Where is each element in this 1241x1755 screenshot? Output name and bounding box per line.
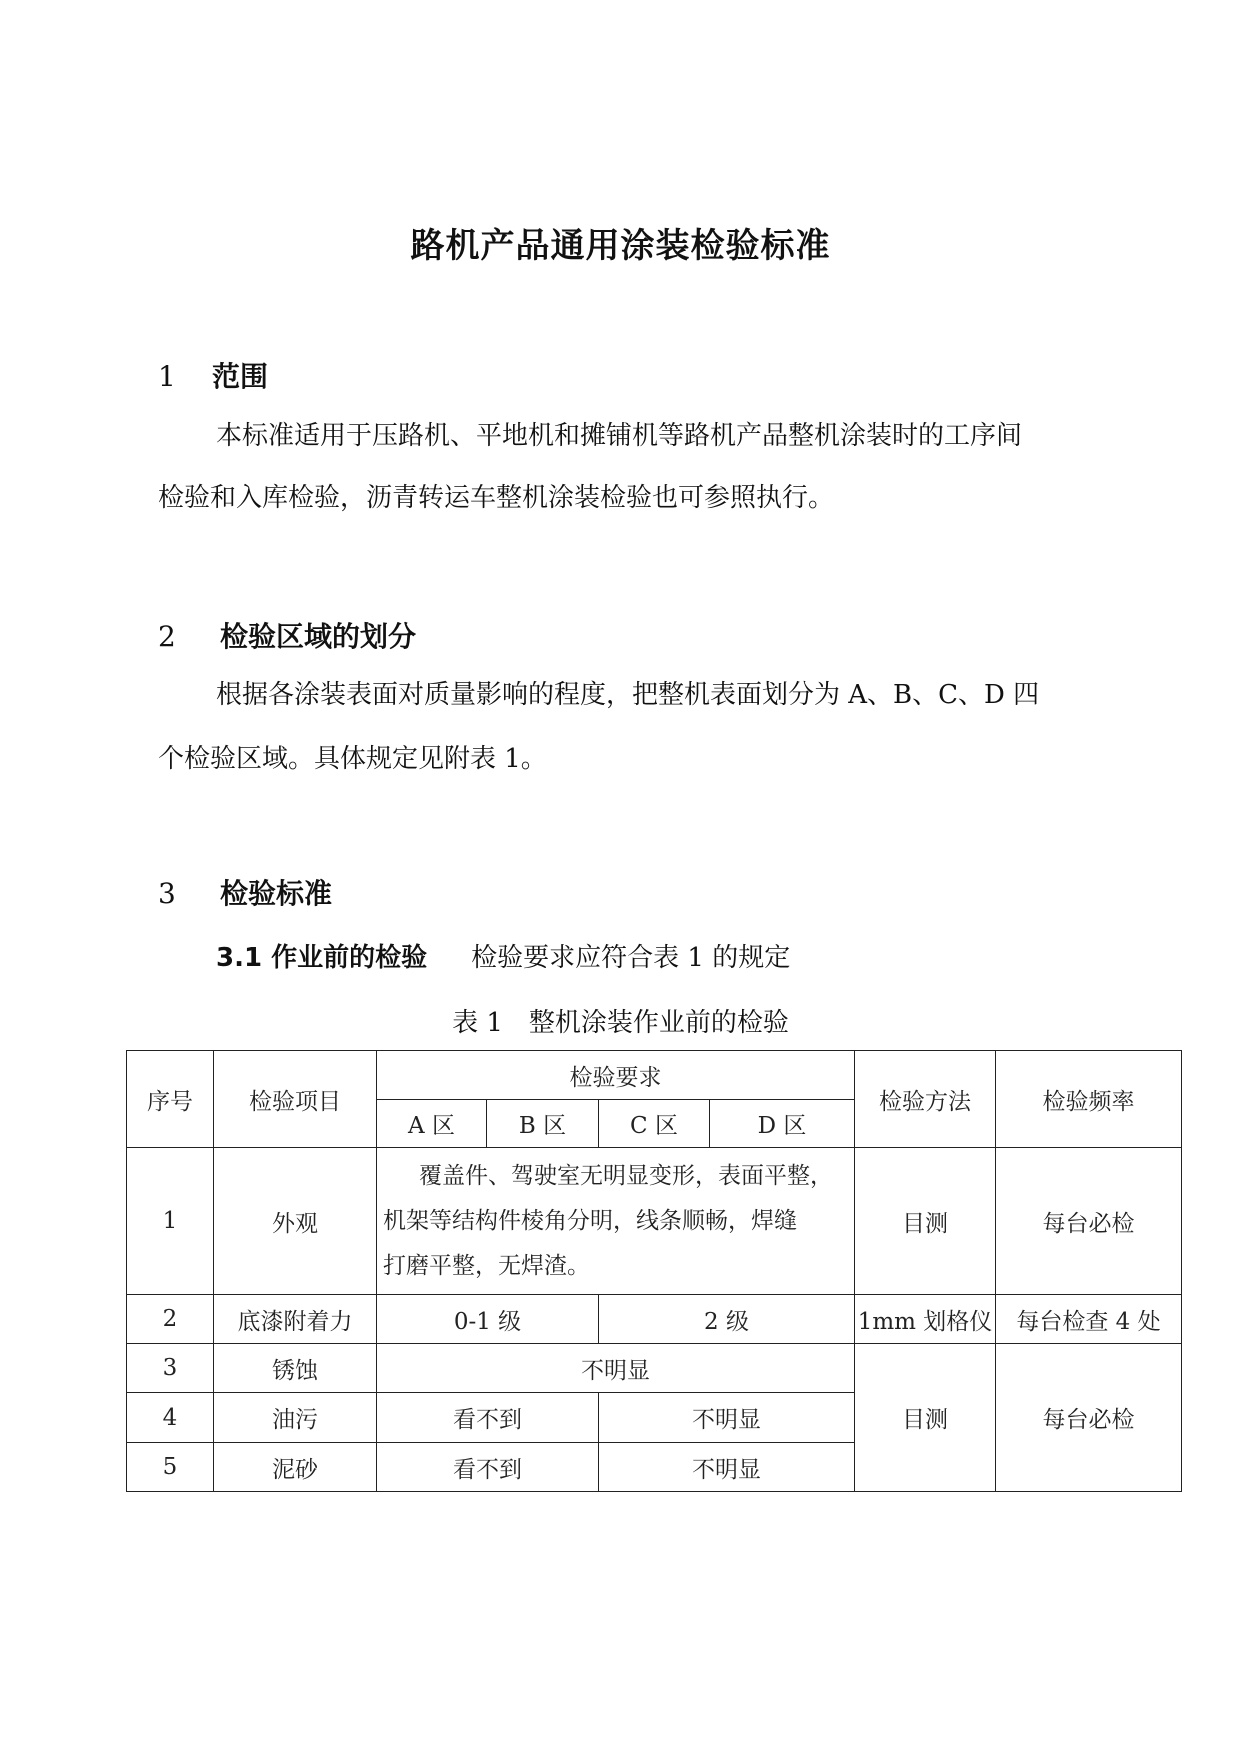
inspection-table [126,1050,1182,1492]
row-1-method: 目测 [855,1148,996,1295]
header-zone-b: B 区 [487,1100,599,1148]
row-3-req-all: 不明显 [377,1344,855,1393]
row-1-requirement-line-2: 机架等结构件棱角分明，线条顺畅，焊缝 [383,1207,797,1234]
section-3-number: 3 [158,877,176,910]
row-2-seq: 2 [127,1295,214,1344]
header-item: 检验项目 [214,1051,377,1148]
header-frequency: 检验频率 [996,1051,1182,1148]
header-seq: 序号 [127,1051,214,1148]
subsection-3-1-label: 3.1 作业前的检验 [216,943,428,973]
row-2-req-ab: 0-1 级 [377,1295,599,1344]
subsection-3-1 [216,937,790,974]
subsection-3-1-text: 检验要求应符合表 1 的规定 [471,943,791,973]
row-5-req-ab: 看不到 [377,1443,599,1492]
section-1-title: 范围 [212,360,269,393]
row-1-seq: 1 [127,1148,214,1295]
row-2-frequency: 每台检查 4 处 [996,1295,1182,1344]
row-4-item: 油污 [214,1393,377,1443]
row-1-requirement-line-3: 打磨平整，无焊渣。 [383,1252,590,1279]
document-title: 路机产品通用涂装检验标准 [410,226,831,266]
table-header-row [127,1051,1182,1100]
table-row [127,1344,1182,1393]
row-5-req-cd: 不明显 [599,1443,855,1492]
section-2-title: 检验区域的划分 [220,620,417,653]
header-requirement: 检验要求 [377,1051,855,1100]
rows-3-5-method: 目测 [855,1344,996,1492]
row-5-seq: 5 [127,1443,214,1492]
row-4-req-ab: 看不到 [377,1393,599,1443]
section-1-heading [158,355,268,395]
section-1-body-line-1: 本标准适用于压路机、平地机和摊铺机等路机产品整机涂装时的工序间 [216,421,1023,451]
section-2-number: 2 [158,620,176,653]
section-2-body-line-1: 根据各涂装表面对质量影响的程度，把整机表面划分为 A、B、C、D 四 [216,680,1040,710]
section-3-title: 检验标准 [220,877,333,910]
section-1-body-line-2: 检验和入库检验，沥青转运车整机涂装检验也可参照执行。 [158,483,835,513]
table-caption: 表 1 整机涂装作业前的检验 [452,1008,789,1038]
table-row [127,1148,1182,1295]
row-4-req-cd: 不明显 [599,1393,855,1443]
section-3-heading [158,872,332,912]
row-2-method: 1mm 划格仪 [855,1295,996,1344]
rows-3-5-frequency: 每台必检 [996,1344,1182,1492]
header-method: 检验方法 [855,1051,996,1148]
section-1-number: 1 [158,360,176,393]
row-1-requirement [377,1148,855,1295]
row-1-frequency: 每台必检 [996,1148,1182,1295]
header-zone-a: A 区 [377,1100,487,1148]
row-4-seq: 4 [127,1393,214,1443]
table-row [127,1295,1182,1344]
row-2-req-cd: 2 级 [599,1295,855,1344]
section-2-body-line-2: 个检验区域。具体规定见附表 1。 [158,744,547,774]
row-3-item: 锈蚀 [214,1344,377,1393]
row-5-item: 泥砂 [214,1443,377,1492]
row-2-item: 底漆附着力 [214,1295,377,1344]
header-zone-c: C 区 [599,1100,710,1148]
row-3-seq: 3 [127,1344,214,1393]
row-1-item: 外观 [214,1148,377,1295]
header-zone-d: D 区 [710,1100,855,1148]
row-1-requirement-text-1: 覆盖件、驾驶室无明显变形，表面平整， [419,1162,833,1189]
row-1-requirement-line-1 [383,1154,848,1199]
section-2-heading [158,615,416,655]
